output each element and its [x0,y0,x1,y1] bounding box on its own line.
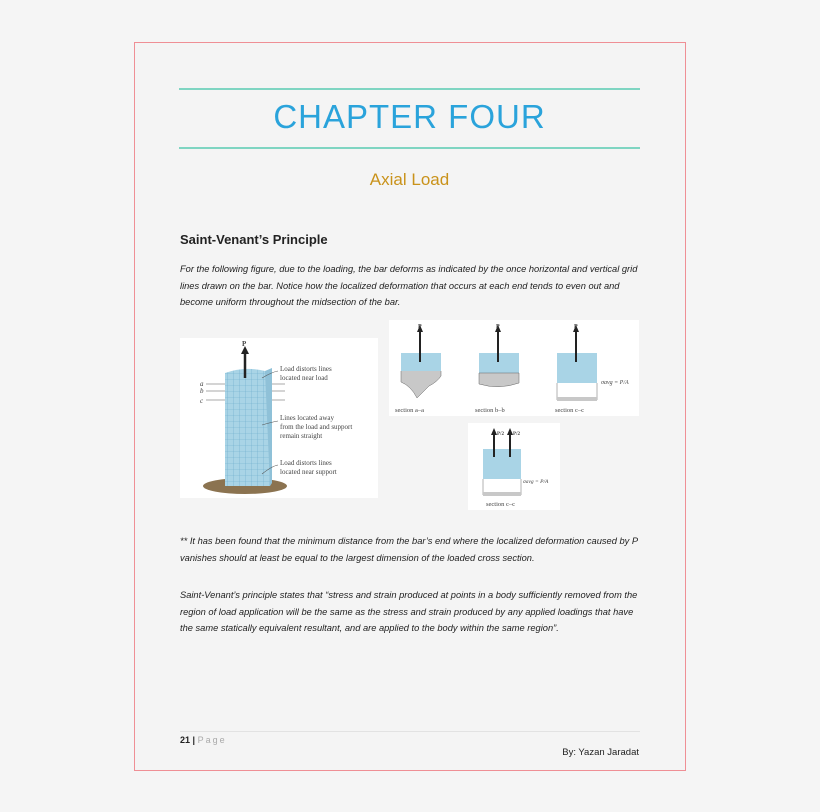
principle-paragraph: Saint-Venant’s principle states that “stress and strain produced at points in a body sufficiently removed from the region of load application will be the same as the stress and strain produced by any applied loadings that have the same statically equivalent resultant, and are applied to the body within the same region”. [180,590,638,633]
callout-midsection: Lines located away from the load and support remain straight [280,414,353,440]
section-b-diagram [475,324,519,414]
half-load-label: P/2 [497,432,504,437]
page-separator: | [192,735,196,745]
avg-stress-formula: σavg = P/A [523,479,549,485]
grid-label-b: b [200,387,204,395]
load-label: P [242,340,247,348]
note-paragraph: ** It has been found that the minimum distance from the bar’s end where the localized deformation caused by P vanishes should at least be equal to the largest dimension of the loaded cross section. [180,536,638,563]
bottom-rule [179,147,640,149]
load-label: P [574,324,578,330]
author-credit: By: Yazan Jaradat [562,747,639,758]
bar-deformation-figure [180,338,378,498]
top-rule [179,88,640,90]
callout-near-load: Load distorts lines located near load [280,365,332,382]
page-number: 21 [180,735,191,745]
section-b-label: section b–b [475,407,505,414]
page-number-footer [180,735,227,745]
section-c-label: section c–c [486,501,516,508]
page-label: Page [197,735,227,745]
callout-near-support: Load distorts lines located near support [280,459,337,476]
grid-label-a: a [200,380,204,388]
footer-rule [180,731,640,732]
grid-label-c: c [200,397,204,405]
chapter-title: CHAPTER FOUR [273,98,546,135]
section-a-label: section a–a [395,407,425,414]
half-load-label: P/2 [513,432,520,437]
load-label: P [418,324,422,330]
chapter-subtitle: Axial Load [369,170,450,189]
section-c-diagram [555,324,629,414]
section-heading: Saint-Venant’s Principle [180,232,328,247]
avg-stress-formula: σavg = P/A [601,380,629,386]
section-stress-figure [389,320,639,416]
split-load-figure [468,423,560,510]
section-c-label: section c–c [555,407,585,414]
intro-paragraph: For the following figure, due to the loading, the bar deforms as indicated by the once horizontal and vertical grid lines drawn on the bar. Notice how the localized deformation that occurs at each end tends to even out and become uniform throughout the midsection of the bar. [180,264,638,307]
section-a-diagram [395,324,441,414]
load-label: P [496,324,500,330]
